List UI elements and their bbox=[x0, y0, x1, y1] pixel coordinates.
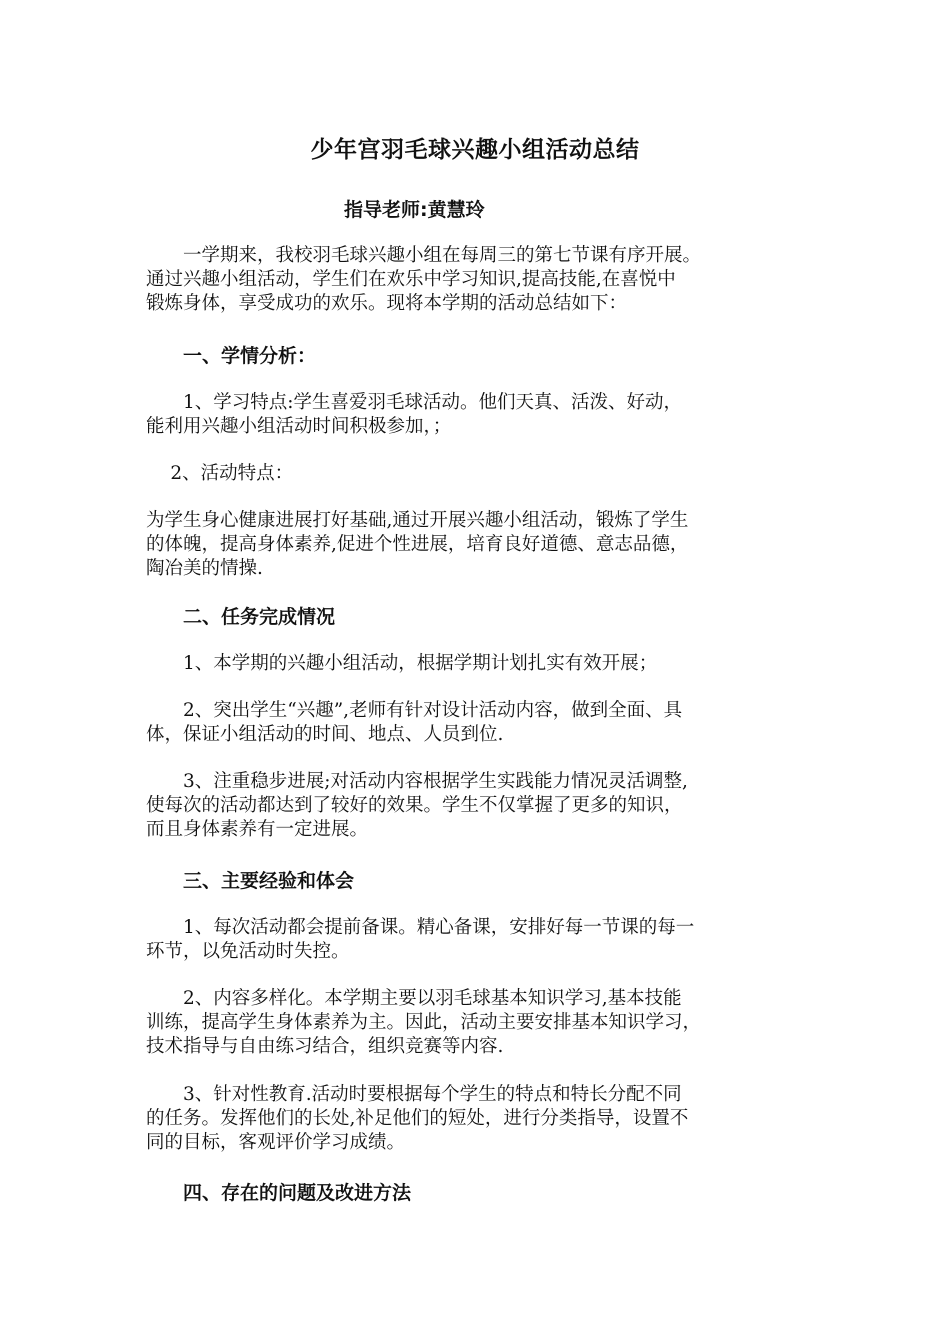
section2-item3: 3、注重稳步进展;对活动内容根据学生实践能力情况灵活调整, 使每次的活动都达到了较好的效果。学生不仅掌握了更多的知识， 而且身体素养有一定进展。 bbox=[146, 771, 688, 840]
page-title: 少年宫羽毛球兴趣小组活动总结 bbox=[310, 137, 640, 163]
author-line: 指导老师:黄慧玲 bbox=[344, 199, 485, 221]
section2-item1: 1、本学期的兴趣小组活动，根据学期计划扎实有效开展； bbox=[146, 653, 658, 674]
section1-item2-label: 2、活动特点： bbox=[146, 463, 294, 484]
intro-paragraph: 一学期来，我校羽毛球兴趣小组在每周三的第七节课有序开展。 通过兴趣小组活动，学生们在欢乐中学习知识,提高技能,在喜悦中 锻炼身体，享受成功的欢乐。现将本学期的活动总结如下： bbox=[146, 245, 702, 314]
section3-item1: 1、每次活动都会提前备课。精心备课，安排好每一节课的每一 环节，以免活动时失控。 bbox=[146, 917, 695, 962]
section1-item2-body: 为学生身心健康进展打好基础,通过开展兴趣小组活动，锻炼了学生 的体魄，提高身体素养,促进个性进展，培育良好道德、意志品德， 陶冶美的情操. bbox=[146, 510, 689, 579]
section-heading-3: 三、主要经验和体会 bbox=[183, 870, 355, 892]
section-heading-2: 二、任务完成情况 bbox=[183, 606, 336, 628]
section2-item2: 2、突出学生“兴趣”,老师有针对设计活动内容，做到全面、具 体，保证小组活动的时间、地点、人员到位. bbox=[146, 700, 683, 745]
section-heading-1: 一、学情分析： bbox=[183, 345, 317, 367]
section3-item2: 2、内容多样化。本学期主要以羽毛球基本知识学习,基本技能 训练，提高学生身体素养为主。因此，活动主要安排基本知识学习， 技术指导与自由练习结合，组织竞赛等内容. bbox=[146, 988, 702, 1057]
section1-item1: 1、学习特点:学生喜爱羽毛球活动。他们天真、活泼、好动， 能利用兴趣小组活动时间积极参加，； bbox=[146, 392, 683, 437]
section3-item3: 3、针对性教育.活动时要根据每个学生的特点和特长分配不同 的任务。发挥他们的长处,补足他们的短处，进行分类指导，设置不 同的目标，客观评价学习成绩。 bbox=[146, 1084, 689, 1153]
section-heading-4: 四、存在的问题及改进方法 bbox=[183, 1182, 412, 1204]
